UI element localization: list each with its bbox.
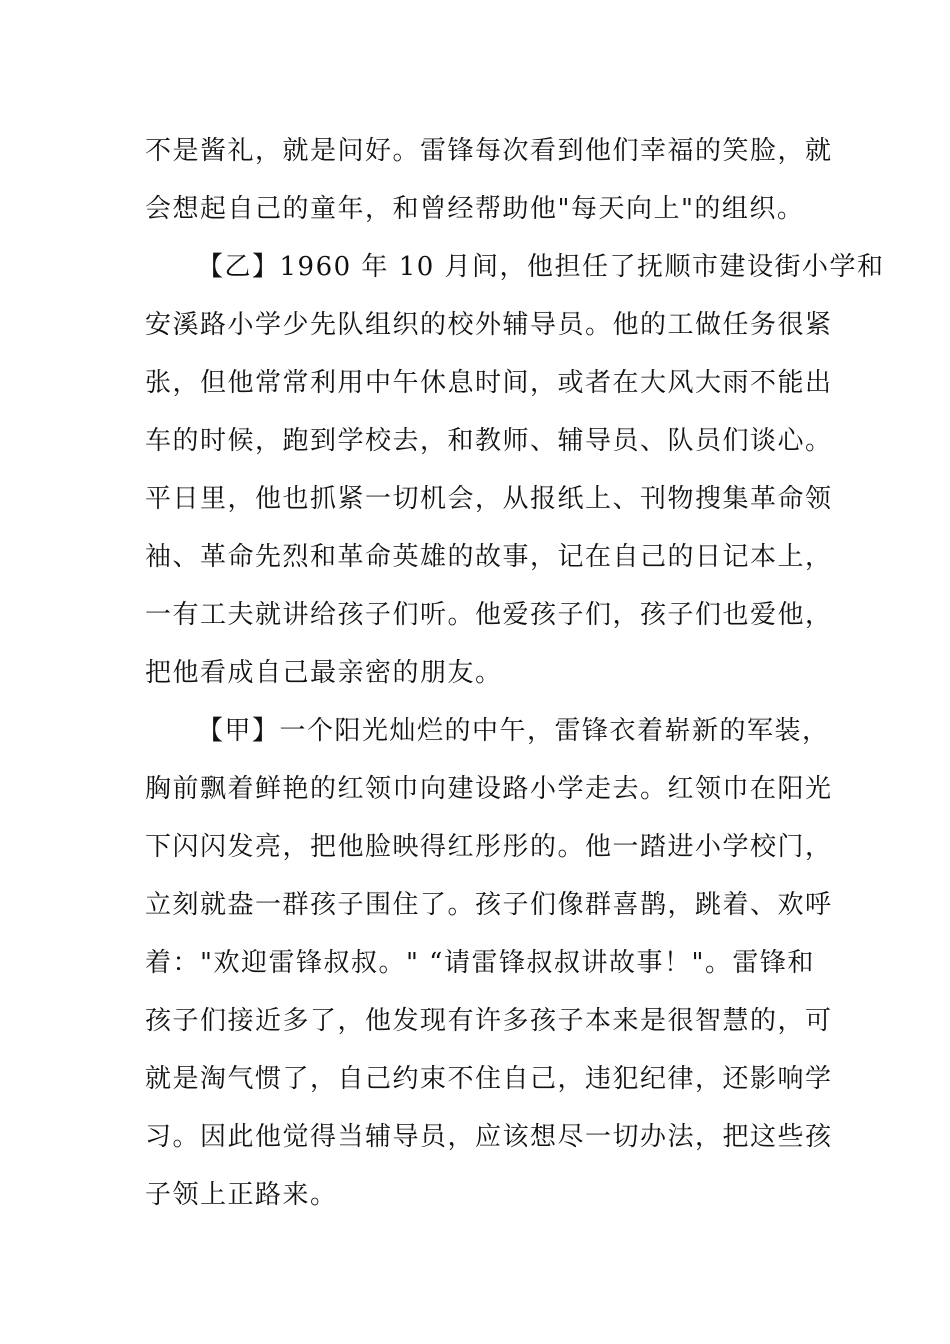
text-line: 立刻就盎一群孩子围住了。孩子们像群喜鹊，跳着、欢呼	[145, 890, 833, 920]
text-line: 习。因此他觉得当辅导员，应该想尽一切办法，把这些孩	[145, 1122, 833, 1152]
text-line: 袖、革命先烈和革命英雄的故事，记在自己的日记本上，	[145, 542, 833, 572]
text-line: 安溪路小学少先队组织的校外辅导员。他的工做任务很紧	[145, 310, 833, 340]
text-line: 孩子们接近多了，他发现有许多孩子本来是很智慧的，可	[145, 1006, 833, 1036]
text-line: 车的时候，跑到学校去，和教师、辅导员、队员们谈心。	[145, 426, 833, 456]
text-line: 会想起自己的童年，和曾经帮助他"每天向上"的组织。	[145, 194, 805, 224]
paragraph-start-line: 【甲】一个阳光灿烂的中午，雷锋衣着崭新的军装，	[197, 716, 830, 746]
text-line: 下闪闪发亮，把他脸映得红彤彤的。他一踏进小学校门，	[145, 832, 833, 862]
text-line: 平日里，他也抓紧一切机会，从报纸上、刊物搜集革命领	[145, 484, 833, 514]
text-line: 子领上正路来。	[145, 1180, 338, 1210]
text-line: 不是酱礼，就是问好。雷锋每次看到他们幸福的笑脸，就	[145, 136, 833, 166]
text-line: 胸前飘着鲜艳的红领巾向建设路小学走去。红领巾在阳光	[145, 774, 833, 804]
text-line: 把他看成自己最亲密的朋友。	[145, 658, 503, 688]
paragraph-start-line: 【乙】1960 年 10 月间，他担任了抚顺市建设街小学和	[197, 252, 885, 282]
text-line: 着："欢迎雷锋叔叔。" “请雷锋叔叔讲故事！"。雷锋和	[145, 948, 815, 978]
text-line: 就是淘气惯了，自己约束不住自己，违犯纪律，还影响学	[145, 1064, 833, 1094]
text-line: 一有工夫就讲给孩子们听。他爱孩子们，孩子们也爱他，	[145, 600, 833, 630]
text-line: 张，但他常常利用中午休息时间，或者在大风大雨不能出	[145, 368, 833, 398]
